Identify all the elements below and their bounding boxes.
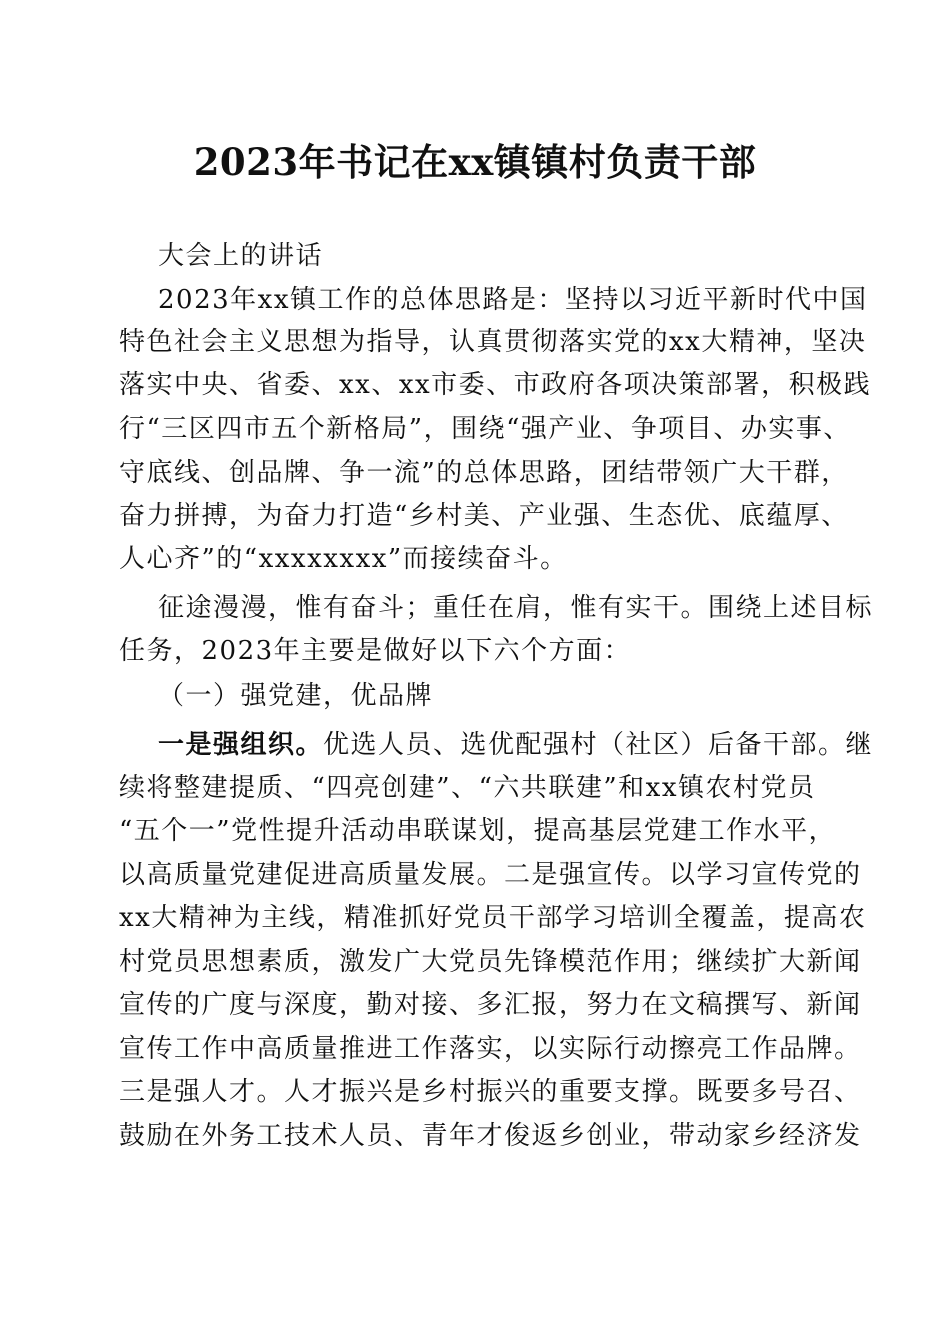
paragraph-line: 2023年xx镇工作的总体思路是：坚持以习近平新时代中国 — [158, 285, 868, 315]
paragraph-line: 村党员思想素质，激发广大党员先锋模范作用；继续扩大新闻 — [119, 947, 862, 977]
paragraph-line: 以高质量党建促进高质量发展。二是强宣传。以学习宣传党的 — [119, 860, 862, 890]
paragraph-line: xx大精神为主线，精准抓好党员干部学习培训全覆盖，提高农 — [119, 903, 867, 933]
paragraph-line: 守底线、创品牌、争一流”的总体思路，团结带领广大干群， — [119, 458, 849, 488]
point-text-tail: 继 — [845, 730, 874, 760]
paragraph-line: 三是强人才。人才振兴是乡村振兴的重要支撑。既要多号召、 — [119, 1077, 862, 1107]
paragraph-line — [158, 725, 878, 765]
paragraph-line: “五个一”党性提升活动串联谋划，提高基层党建工作水平， — [119, 816, 837, 846]
section-heading: （一）强党建，优品牌 — [158, 681, 434, 711]
document-title: 2023年书记在xx镇镇村负责干部 — [193, 140, 757, 184]
paragraph-line: 宣传工作中高质量推进工作落实，以实际行动擦亮工作品牌。 — [119, 1034, 862, 1064]
paragraph-line: 落实中央、省委、xx、xx市委、市政府各项决策部署，积极践 — [119, 370, 872, 400]
point-text: 优选人员、选优配强村（社区）后备干部。 — [323, 730, 846, 760]
paragraph-line: 大会上的讲话 — [158, 241, 324, 271]
paragraph-line: 人心齐”的“xxxxxxxx”而接续奋斗。 — [119, 544, 568, 574]
paragraph-line: 任务，2023年主要是做好以下六个方面： — [119, 636, 632, 666]
paragraph-line: 特色社会主义思想为指导，认真贯彻落实党的xx大精神，坚决 — [119, 327, 867, 357]
point-lead: 一是强组织。 — [158, 730, 324, 760]
paragraph-line: 续将整建提质、“四亮创建”、“六共联建”和xx镇农村党员 — [119, 773, 816, 803]
paragraph-line: 宣传的广度与深度，勤对接、多汇报，努力在文稿撰写、新闻 — [119, 990, 862, 1020]
paragraph-line: 鼓励在外务工技术人员、青年才俊返乡创业，带动家乡经济发 — [119, 1121, 862, 1151]
paragraph-line: 征途漫漫，惟有奋斗；重任在肩，惟有实干。围绕上述目标 — [158, 593, 874, 623]
paragraph-line: 奋力拼搏，为奋力打造“乡村美、产业强、生态优、底蕴厚、 — [119, 501, 849, 531]
paragraph-line: 行“三区四市五个新格局”，围绕“强产业、争项目、办实事、 — [119, 414, 851, 444]
